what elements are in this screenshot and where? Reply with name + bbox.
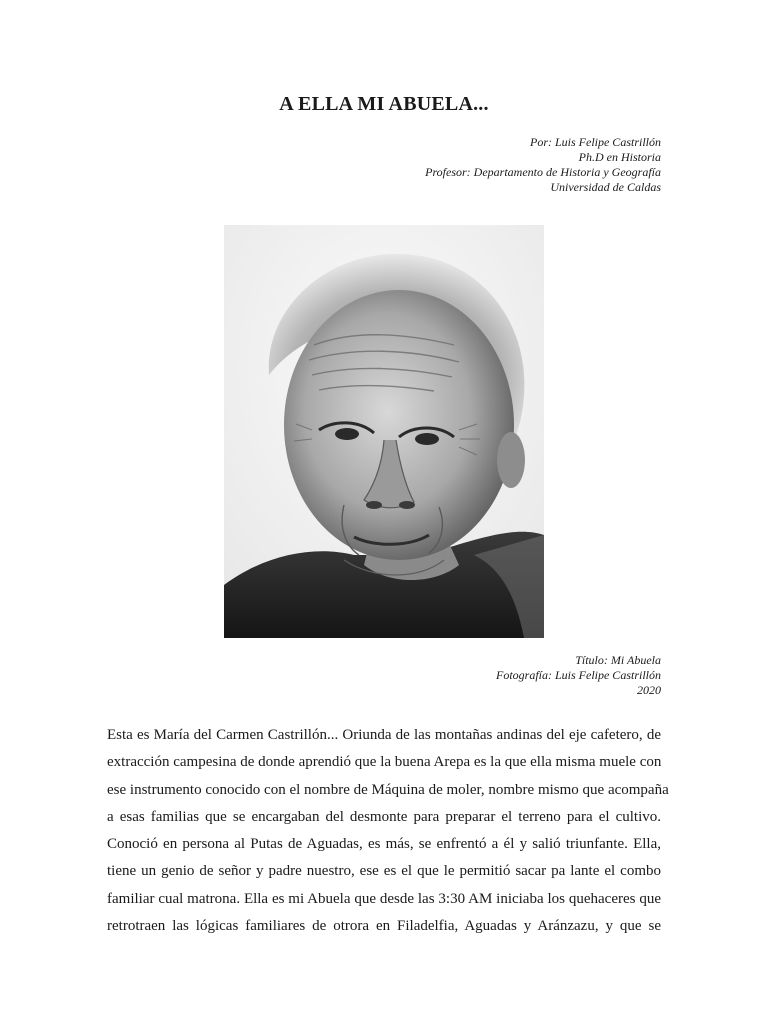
body-line: Conoció en persona al Putas de Aguadas, es más, se enfrentó a él y salió triunfante. Ella, (107, 836, 661, 853)
body-line: retrotraen las lógicas familiares de otrora en Filadelfia, Aguadas y Aránzazu, y que se (107, 918, 661, 935)
page-title: A ELLA MI ABUELA... (279, 93, 489, 115)
body-line: a esas familias que se encargaban del desmonte para preparar el terreno para el cultivo. (107, 808, 661, 825)
body-line: familiar cual matrona. Ella es mi Abuela que desde las 3:30 AM iniciaba los quehaceres que (107, 890, 661, 907)
caption-year: 2020 (637, 683, 661, 697)
body-line: extracción campesina de donde aprendió que la buena Arepa es la que ella misma muele con (107, 754, 662, 771)
byline-degree: Ph.D en Historia (578, 150, 661, 164)
byline-institution: Universidad de Caldas (550, 180, 661, 194)
author-byline (425, 135, 661, 195)
body-paragraph (107, 722, 669, 940)
body-line: Esta es María del Carmen Castrillón... Oriunda de las montañas andinas del eje cafetero, de (107, 727, 661, 743)
body-line: tiene un genio de señor y padre nuestro, ese es el que le permitió sacar pa lante el combo (107, 863, 661, 880)
photo-caption (496, 653, 661, 698)
portrait-photo (224, 225, 544, 638)
byline-author: Por: Luis Felipe Castrillón (529, 135, 661, 149)
body-line: ese instrumento conocido con el nombre de Máquina de moler, nombre mismo que acompaña (107, 781, 669, 798)
caption-photographer: Fotografía: Luis Felipe Castrillón (495, 668, 661, 682)
byline-position: Profesor: Departamento de Historia y Geografía (425, 165, 661, 179)
caption-title: Título: Mi Abuela (575, 653, 661, 667)
